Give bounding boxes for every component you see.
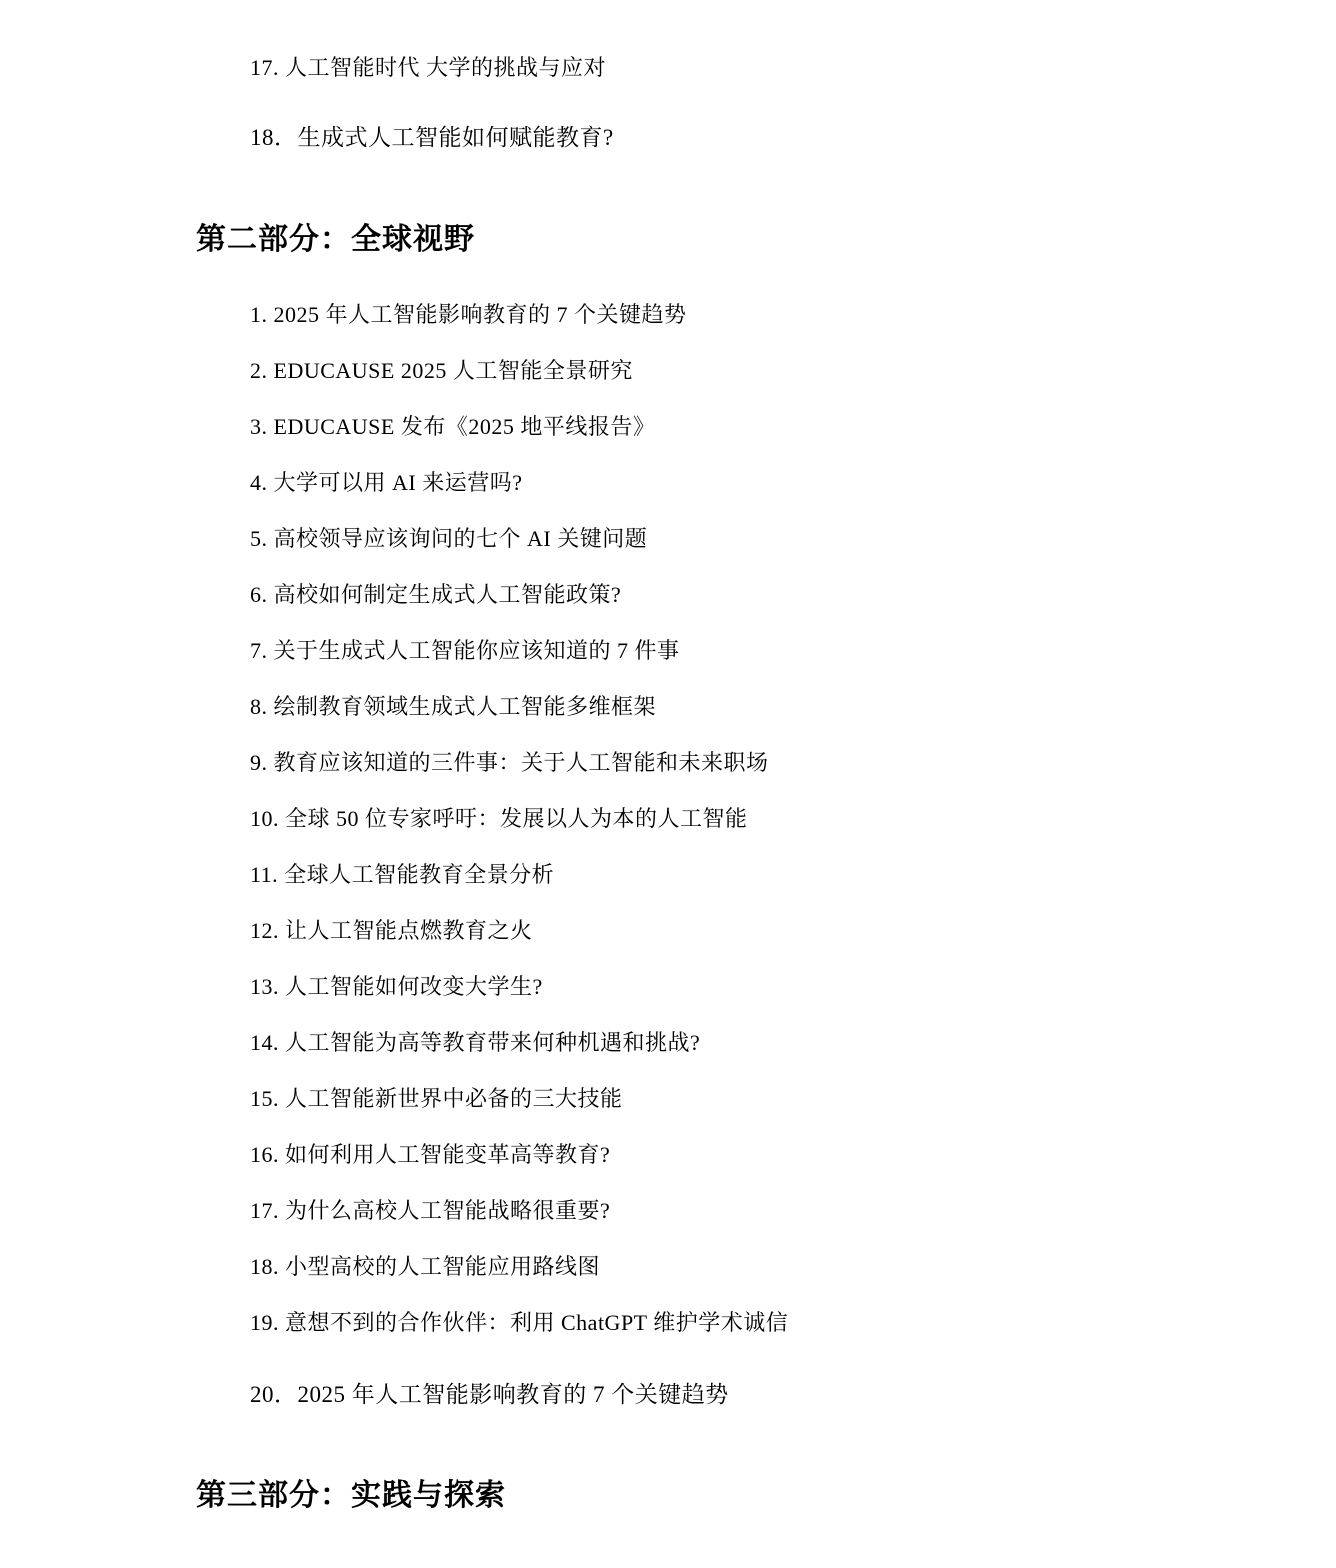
toc-item-part1-18: 18．生成式人工智能如何赋能教育?	[250, 125, 614, 150]
toc-item-part2-20: 20．2025 年人工智能影响教育的 7 个关键趋势	[250, 1382, 729, 1407]
toc-item-part2-14: 14. 人工智能为高等教育带来何种机遇和挑战?	[250, 1030, 701, 1055]
toc-item-part2-9: 9. 教育应该知道的三件事：关于人工智能和未来职场	[250, 750, 769, 775]
toc-item-part2-4: 4. 大学可以用 AI 来运营吗?	[250, 470, 523, 495]
toc-item-part2-10: 10. 全球 50 位专家呼吁：发展以人为本的人工智能	[250, 806, 748, 831]
toc-item-part2-16: 16. 如何利用人工智能变革高等教育?	[250, 1142, 611, 1167]
toc-item-part1-17: 17. 人工智能时代 大学的挑战与应对	[250, 55, 607, 80]
toc-item-part2-1: 1. 2025 年人工智能影响教育的 7 个关键趋势	[250, 302, 687, 327]
toc-item-part2-19: 19. 意想不到的合作伙伴：利用 ChatGPT 维护学术诚信	[250, 1310, 789, 1335]
toc-item-part2-18: 18. 小型高校的人工智能应用路线图	[250, 1254, 601, 1279]
toc-item-part2-6: 6. 高校如何制定生成式人工智能政策?	[250, 582, 622, 607]
toc-item-part2-2: 2. EDUCAUSE 2025 人工智能全景研究	[250, 358, 633, 383]
toc-item-part2-15: 15. 人工智能新世界中必备的三大技能	[250, 1086, 623, 1111]
toc-item-part2-17: 17. 为什么高校人工智能战略很重要?	[250, 1198, 611, 1223]
section-heading-part2: 第二部分：全球视野	[196, 223, 475, 256]
toc-item-part2-5: 5. 高校领导应该询问的七个 AI 关键问题	[250, 526, 648, 551]
toc-item-part2-12: 12. 让人工智能点燃教育之火	[250, 918, 533, 943]
toc-item-part2-11: 11. 全球人工智能教育全景分析	[250, 862, 555, 887]
section-heading-part3: 第三部分：实践与探索	[196, 1479, 506, 1512]
toc-item-part2-13: 13. 人工智能如何改变大学生?	[250, 974, 543, 999]
toc-item-part2-3: 3. EDUCAUSE 发布《2025 地平线报告》	[250, 414, 656, 439]
part2-toc-list	[0, 300, 788, 1410]
toc-item-part2-7: 7. 关于生成式人工智能你应该知道的 7 件事	[250, 638, 680, 663]
toc-item-part2-8: 8. 绘制教育领域生成式人工智能多维框架	[250, 694, 657, 719]
